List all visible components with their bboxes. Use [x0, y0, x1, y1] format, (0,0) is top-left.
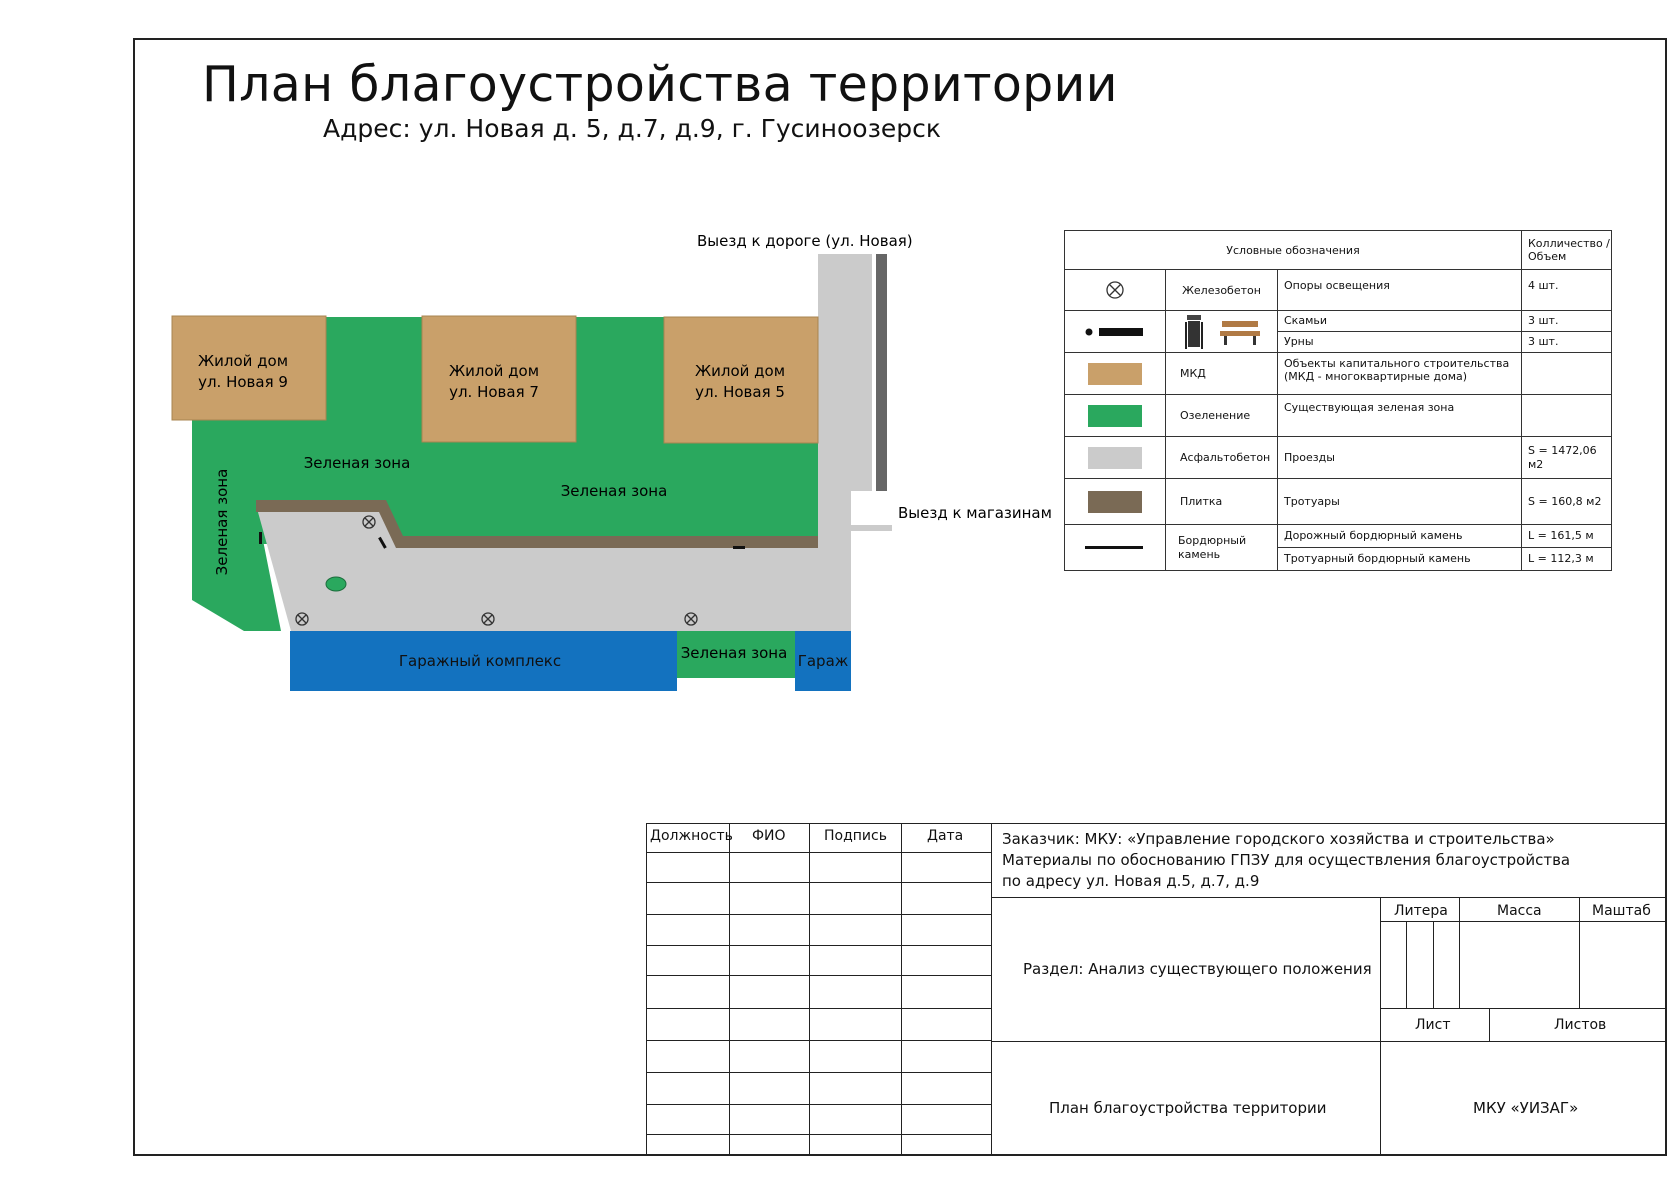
grid-line: [1433, 921, 1434, 1008]
grid-line: [991, 1041, 1667, 1042]
legend-qty: S = 160,8 м2: [1521, 478, 1612, 525]
asphalt-road-vertical: [818, 254, 872, 524]
col-position: Должность: [650, 828, 733, 844]
house7-line1: Жилой дом: [448, 362, 540, 380]
grid-line: [646, 1072, 992, 1073]
legend-symbol: [1064, 310, 1166, 353]
legend-symbol: [1064, 352, 1166, 395]
legend-qty: [1521, 352, 1612, 395]
bench-icon: [1218, 317, 1262, 347]
page-title: План благоустройства территории: [202, 56, 1118, 113]
legend-symbol: [1064, 436, 1166, 479]
legend-material: МКД: [1165, 352, 1278, 395]
house9-line1: Жилой дом: [197, 352, 289, 370]
grid-line: [646, 1134, 992, 1135]
grid-line: [646, 945, 992, 946]
light-pole-icon: [1104, 279, 1126, 301]
title-block: [646, 823, 1667, 1156]
grid-line: [991, 897, 1667, 898]
legend-name: Тротуарный бордюрный камень: [1277, 547, 1522, 571]
house5-line1: Жилой дом: [694, 362, 786, 380]
legend-name: Скамьи: [1277, 310, 1522, 332]
house9-line2: ул. Новая 9: [198, 373, 288, 391]
sheet-label: Лист: [1415, 1017, 1451, 1033]
legend-qty: S = 1472,06 м2: [1521, 436, 1612, 479]
curb-vertical: [876, 254, 887, 491]
green-zone-label: Зеленая зона: [303, 454, 411, 472]
grid-line: [646, 975, 992, 976]
page-subtitle: Адрес: ул. Новая д. 5, д.7, д.9, г. Гусиноозерск: [323, 114, 941, 143]
grid-line: [646, 914, 992, 915]
mass-label: Масса: [1497, 903, 1542, 919]
scale-label: Маштаб: [1592, 903, 1651, 919]
mkd-swatch: [1088, 363, 1142, 385]
materials-line1: Материалы по обоснованию ГПЗУ для осуществления благоустройства: [1002, 851, 1571, 869]
col-signature: Подпись: [824, 828, 887, 844]
exit-road-label: Выезд к дороге (ул. Новая): [697, 232, 913, 250]
legend-qty: [1521, 394, 1612, 437]
asphalt-swatch: [1088, 447, 1142, 469]
exit-shops-label: Выезд к магазинам: [898, 504, 1052, 522]
legend-name: Урны: [1277, 331, 1522, 353]
grid-line: [901, 823, 902, 1156]
legend-name: Опоры освещения: [1277, 269, 1522, 311]
materials-line2: по адресу ул. Новая д.5, д.7, д.9: [1002, 872, 1260, 890]
grid-line: [729, 823, 730, 1156]
legend-name: Тротуары: [1277, 478, 1522, 525]
legend-symbol: [1064, 478, 1166, 525]
grid-line: [809, 823, 810, 1156]
legend-material: Озеленение: [1165, 394, 1278, 437]
legend-table: [1064, 230, 1612, 577]
green-zone-label: Зеленая зона: [560, 482, 668, 500]
house5-line2: ул. Новая 5: [695, 383, 785, 401]
grid-line: [1380, 921, 1667, 922]
legend-qty: 3 шт.: [1521, 310, 1612, 332]
sheets-label: Листов: [1554, 1017, 1607, 1033]
litera-label: Литера: [1394, 903, 1448, 919]
doc-title-text: План благоустройства территории: [1049, 1099, 1327, 1117]
legend-qty: 4 шт.: [1521, 269, 1612, 311]
flowerbed-icon: [326, 577, 346, 591]
legend-material: Асфальтобетон: [1165, 436, 1278, 479]
legend-name: Дорожный бордюрный камень: [1277, 524, 1522, 548]
green-swatch: [1088, 405, 1142, 427]
legend-symbol: [1064, 394, 1166, 437]
garage-label: Гараж: [797, 652, 849, 670]
grid-line: [646, 1040, 992, 1041]
grid-line: [1489, 1008, 1490, 1041]
section-text: Раздел: Анализ существующего положения: [1023, 960, 1372, 978]
legend-material: Бордюрный камень: [1165, 524, 1278, 571]
green-zone-label: Зеленая зона: [680, 644, 788, 662]
customer-text: Заказчик: МКУ: «Управление городского хозяйства и строительства»: [1002, 830, 1555, 848]
legend-name: Существующая зеленая зона: [1277, 394, 1522, 437]
legend-symbol: [1064, 524, 1166, 571]
legend-qty: 3 шт.: [1521, 331, 1612, 353]
legend-images: [1165, 310, 1278, 353]
house-5: [664, 317, 818, 443]
bench-symbol-icon: [1083, 326, 1147, 338]
legend-material: Железобетон: [1165, 269, 1278, 311]
grid-line: [646, 852, 992, 853]
col-date: Дата: [927, 828, 964, 844]
asphalt-exit-shops: [851, 491, 894, 525]
tile-swatch: [1088, 491, 1142, 513]
curb-line-icon: [1085, 546, 1143, 549]
bench-icon: [733, 546, 745, 549]
legend-header-qty: Колличество / Объем: [1521, 230, 1612, 270]
legend-qty: L = 161,5 м: [1521, 524, 1612, 548]
grid-line: [646, 1008, 992, 1009]
legend-qty: L = 112,3 м: [1521, 547, 1612, 571]
grid-line: [1380, 1008, 1667, 1009]
legend-header: Условные обозначения: [1064, 230, 1522, 270]
grid-line: [1406, 921, 1407, 1008]
legend-material: Плитка: [1165, 478, 1278, 525]
legend-name: Проезды: [1277, 436, 1522, 479]
garage-complex-label: Гаражный комплекс: [398, 652, 562, 670]
signature-grid: [646, 823, 992, 1156]
legend-name: Объекты капитального строительства (МКД - многоквартирные дома): [1277, 352, 1522, 395]
grid-line: [646, 1104, 992, 1105]
grid-line: [1459, 897, 1460, 1008]
green-zone-label: Зеленая зона: [213, 468, 231, 576]
grid-line: [1579, 897, 1580, 1008]
col-name: ФИО: [752, 828, 786, 844]
grid-line: [1380, 897, 1381, 1156]
house7-line2: ул. Новая 7: [449, 383, 539, 401]
org-text: МКУ «УИЗАГ»: [1473, 1099, 1579, 1117]
legend-symbol: [1064, 269, 1166, 311]
bench-icon: [259, 532, 262, 544]
grid-line: [646, 882, 992, 883]
urn-icon: [1182, 313, 1206, 351]
